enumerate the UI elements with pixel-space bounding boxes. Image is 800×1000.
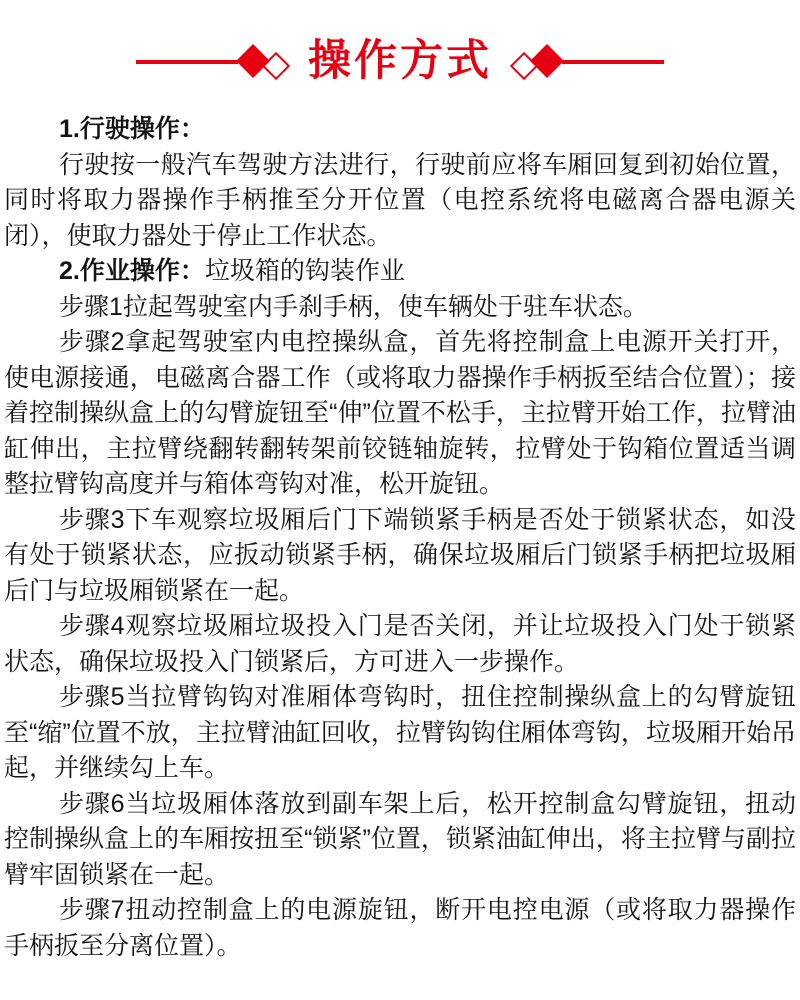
step-7: 步骤7扭动控制盒上的电源旋钮，断开电控电源（或将取力器操作手柄扳至分离位置）。 [4, 896, 796, 960]
right-rule [562, 60, 664, 64]
step-2: 步骤2拿起驾驶室内电控操纵盒，首先将控制盒上电源开关打开，使电源接通，电磁离合器工作（或将取力器操作手柄扳至结合位置）；接着控制操纵盒上的勾臂旋钮至“伸”位置不松手，主拉臂开始工作，拉臂油缸伸出，主拉臂绕翻转翻转架前铰链轴旋转，拉臂处于钩箱位置适当调整拉臂钩高度并与箱体弯钩对准，松开旋钮。 [4, 328, 796, 498]
step-5: 步骤5当拉臂钩钩对准厢体弯钩时，扭住控制操纵盒上的勾臂旋钮至“缩”位置不放，主拉臂油缸回收，拉臂钩钩住厢体弯钩，垃圾厢开始吊起，并继续勾上车。 [4, 683, 796, 782]
left-diamonds-decoration [238, 36, 296, 88]
driving-section-heading: 1.行驶操作： [59, 115, 205, 143]
step-4: 步骤4观察垃圾厢垃圾投入门是否关闭，并让垃圾投入门处于锁紧状态，确保垃圾投入门锁紧后，方可进入一步操作。 [4, 612, 796, 676]
driving-section-body: 行驶按一般汽车驾驶方法进行，行驶前应将车厢回复到初始位置，同时将取力器操作手柄推至分开位置（电控系统将电磁离合器电源关闭），使取力器处于停止工作状态。 [4, 150, 796, 250]
section-title-banner [0, 0, 800, 88]
filled-diamond-icon [236, 44, 270, 78]
filled-diamond-icon [530, 44, 564, 78]
work-heading-label: 2.作业操作： [59, 257, 205, 285]
right-diamonds-decoration [504, 36, 562, 88]
work-section-heading [4, 254, 796, 290]
page-title: 操作方式 [308, 37, 492, 86]
outline-diamond-icon [262, 52, 290, 80]
left-rule [136, 60, 238, 64]
step-1: 步骤1拉起驾驶室内手刹手柄，使车辆处于驻车状态。 [59, 292, 648, 321]
step-6: 步骤6当垃圾厢体落放到副车架上后，松开控制盒勾臂旋钮，扭动控制操纵盒上的车厢按扭至“锁紧”位置，锁紧油缸伸出，将主拉臂与副拉臂牢固锁紧在一起。 [4, 789, 796, 889]
work-heading-note: 垃圾箱的钩装作业 [204, 257, 405, 285]
instructions-text [0, 112, 800, 964]
step-3: 步骤3下车观察垃圾厢后门下端锁紧手柄是否处于锁紧状态，如没有处于锁紧状态，应扳动锁紧手柄，确保垃圾厢后门锁紧手柄把垃圾厢后门与垃圾厢锁紧在一起。 [4, 505, 796, 605]
